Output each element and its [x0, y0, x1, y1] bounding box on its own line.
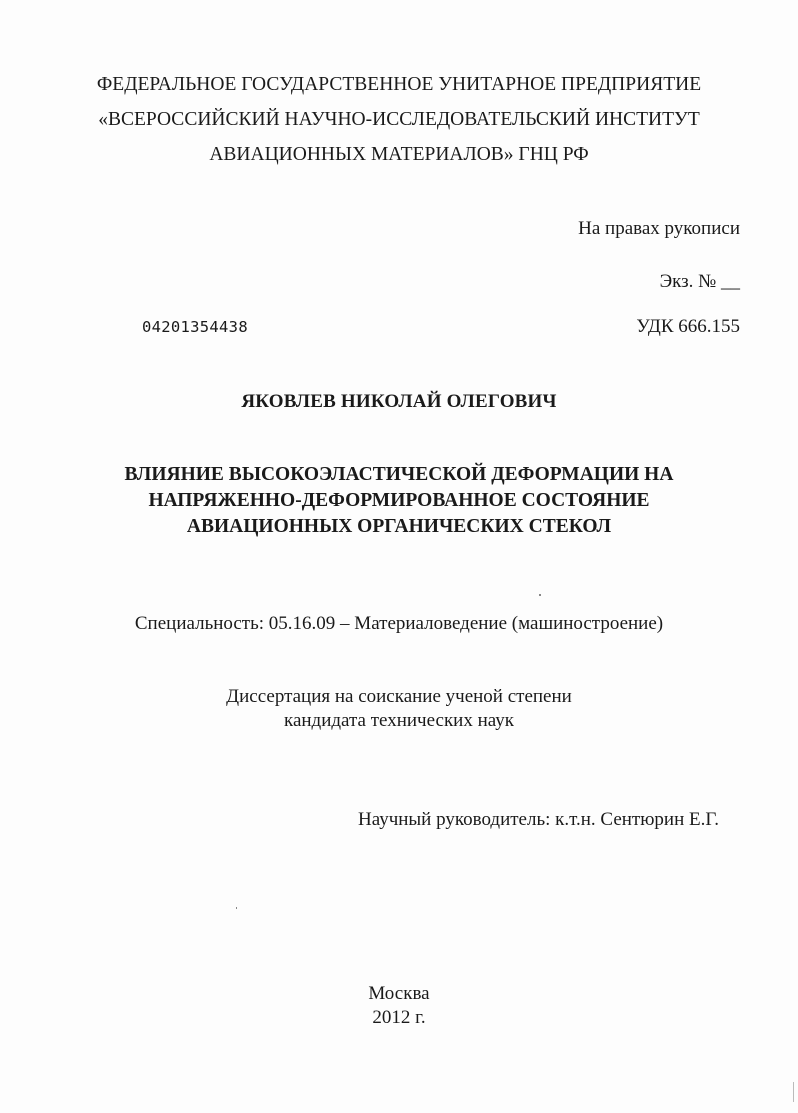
organization-line-2: «ВСЕРОССИЙСКИЙ НАУЧНО-ИССЛЕДОВАТЕЛЬСКИЙ ИНСТИТУТ: [98, 109, 700, 130]
supervisor: Научный руководитель: к.т.н. Сентюрин Е.Г.: [358, 809, 719, 830]
title-line-1: ВЛИЯНИЕ ВЫСОКОЭЛАСТИЧЕСКОЙ ДЕФОРМАЦИИ НА: [124, 464, 674, 485]
organization-header: [0, 67, 798, 172]
dissertation-title: [0, 462, 798, 540]
scan-speck: [539, 594, 541, 596]
degree-line-2: кандидата технических наук: [284, 710, 514, 731]
scan-speck: [236, 907, 237, 909]
copy-number: Экз. № __: [659, 271, 740, 292]
rights-note: На правах рукописи: [578, 218, 740, 239]
year: 2012 г.: [372, 1007, 426, 1028]
degree-line-1: Диссертация на соискание ученой степени: [226, 686, 572, 707]
organization-line-1: ФЕДЕРАЛЬНОЕ ГОСУДАРСТВЕННОЕ УНИТАРНОЕ ПРЕДПРИЯТИЕ: [96, 74, 702, 95]
specialty: Специальность: 05.16.09 – Материаловедение (машиностроение): [134, 613, 664, 634]
degree-statement: [0, 685, 798, 733]
author-name: ЯКОВЛЕВ НИКОЛАЙ ОЛЕГОВИЧ: [241, 391, 557, 412]
registration-number: 04201354438: [142, 318, 248, 336]
title-line-3: АВИАЦИОННЫХ ОРГАНИЧЕСКИХ СТЕКОЛ: [186, 516, 612, 537]
scan-edge-mark: [793, 1082, 794, 1102]
city-year: [0, 982, 798, 1030]
city: Москва: [368, 983, 430, 1004]
title-line-2: НАПРЯЖЕННО-ДЕФОРМИРОВАННОЕ СОСТОЯНИЕ: [148, 490, 650, 511]
organization-line-3: АВИАЦИОННЫХ МАТЕРИАЛОВ» ГНЦ РФ: [209, 144, 589, 165]
udc-code: УДК 666.155: [636, 316, 740, 337]
